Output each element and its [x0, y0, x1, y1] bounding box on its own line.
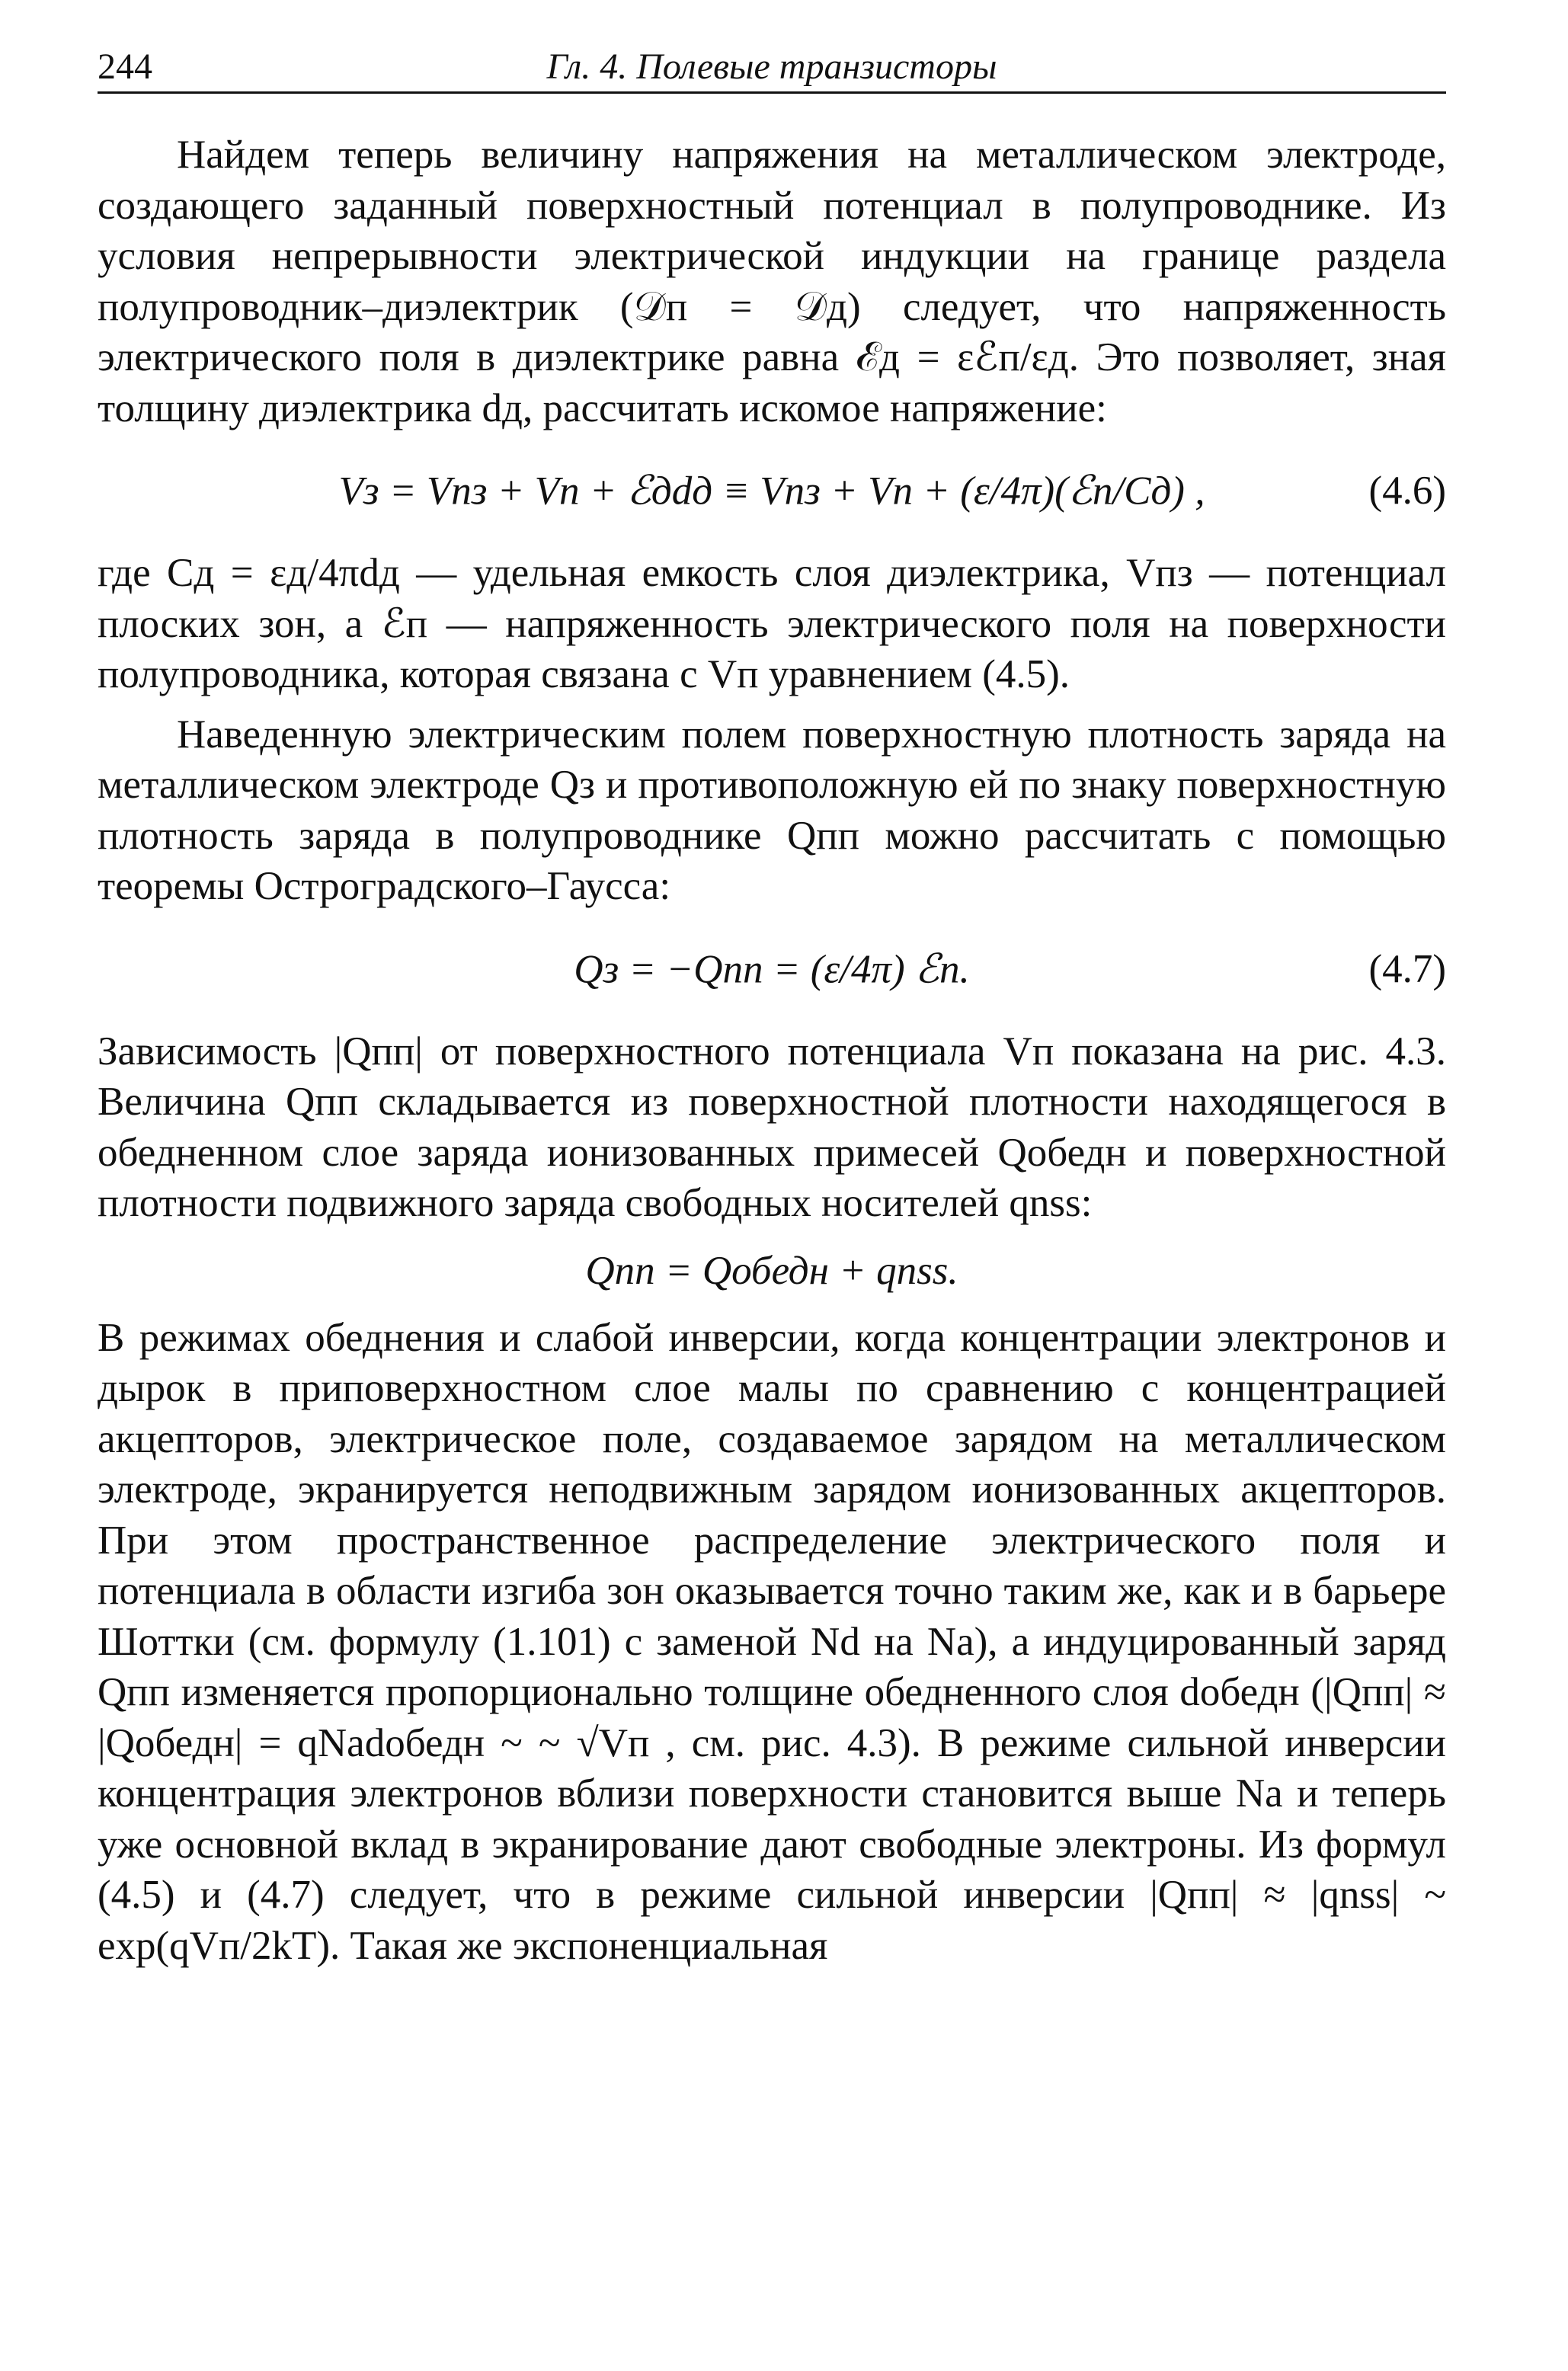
equation-charge-sum: [98, 1229, 1446, 1313]
equation-expression: Vз = Vпз + Vп + ℰдdд ≡ Vпз + Vп + (ε/4π)(ℰп/Cд) ,: [338, 469, 1205, 514]
paragraph-2: где Cд = εд/4πdд — удельная емкость слоя диэлектрика, Vпз — потенциал плоских зон, а ℰп — напряженность электрического поля на поверхности полупроводника, которая связана с Vп уравнением (4.5).: [98, 551, 1446, 696]
paragraph-4: Зависимость |Qпп| от поверхностного потенциала Vп показана на рис. 4.3. Величина Qпп складывается из поверхностной плотности находящегося в обедненном слое заряда ионизованных примесей Qобедн и поверхностной плотности подвижного заряда свободных носителей qnss:: [98, 1029, 1446, 1225]
equation-expression: Qз = −Qпп = (ε/4π) ℰп.: [574, 947, 970, 991]
page-number: 244: [98, 46, 152, 87]
page-body: [98, 130, 1446, 1971]
paragraph-1: Найдем теперь величину напряжения на металлическом электроде, создающего заданный поверхностный потенциал в полупроводнике. Из условия непрерывности электрической индукции на границе раздела полупроводник–диэлектрик (𝒟п = 𝒟д) следует, что напряженность электрического поля в диэлектрике равна ℰд = εℰп/εд. Это позволяет, зная толщину диэлектрика dд, рассчитать искомое напряжение:: [98, 133, 1446, 430]
equation-number: (4.7): [1368, 946, 1446, 991]
page-header: [98, 44, 1446, 94]
paragraph-5: В режимах обеднения и слабой инверсии, когда концентрации электронов и дырок в приповерхностном слое малы по сравнению с концентрацией акцепторов, электрическое поле, создаваемое зарядом на металлическом электроде, экранируется неподвижным зарядом ионизованных акцепторов. При этом пространственное распределение электрического поля и потенциала в области изгиба зон оказывается точно таким же, как и в барьере Шоттки (см. формулу (1.101) с заменой Nd на Na), а индуцированный заряд Qпп изменяется пропорционально толщине обедненного слоя dобедн (|Qпп| ≈ |Qобедн| = qNadобедн ~ ~ √Vп , см. рис. 4.3). В режиме сильной инверсии концентрация электронов вблизи поверхности становится выше Na и теперь уже основной вклад в экранирование дают свободные электроны. Из формул (4.5) и (4.7) следует, что в режиме сильной инверсии |Qпп| ≈ |qnss| ~ exp(qVп/2kT). Такая же экспоненциальная: [98, 1315, 1446, 1968]
equation-number: (4.6): [1368, 469, 1446, 513]
equation-4-7: [98, 912, 1446, 1026]
running-title: Гл. 4. Полевые транзисторы: [546, 46, 997, 87]
equation-expression: Qпп = Qобедн + qnss.: [585, 1248, 958, 1293]
equation-4-6: [98, 434, 1446, 548]
paragraph-3: Наведенную электрическим полем поверхностную плотность заряда на металлическом электроде Qз и противоположную ей по знаку поверхностную плотность заряда в полупроводнике Qпп можно рассчитать с помощью теоремы Остроградского–Гаусса:: [98, 712, 1446, 908]
